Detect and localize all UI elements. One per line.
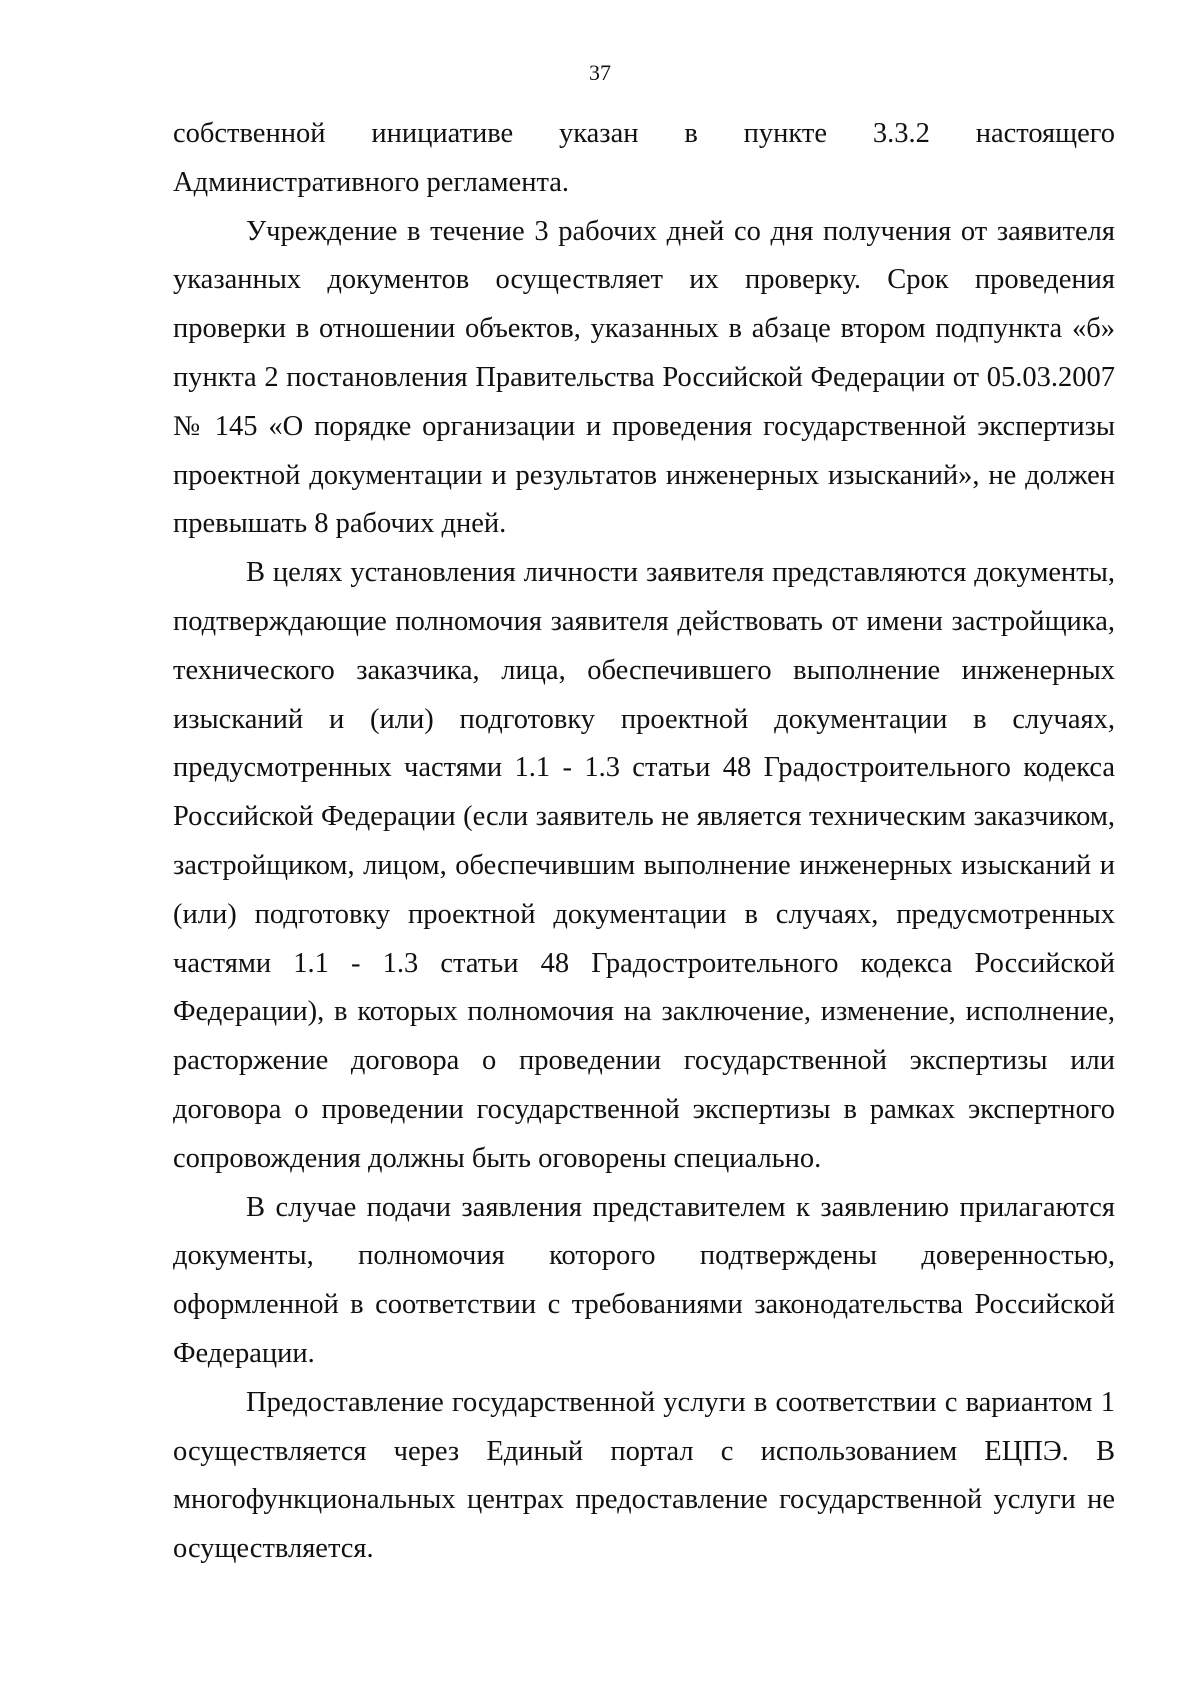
paragraph-service-provision: Предоставление государственной услуги в соответствии с вариантом 1 осуществляется через Единый портал с использованием ЕЦПЭ. В многофункциональных центрах предоставление государственной услуги не осуществляется. [173,1386,1115,1565]
page-number: 37 [589,60,611,85]
paragraph-identity-documents: В целях установления личности заявителя представляются документы, подтверждающие полномочия заявителя действовать от имени застройщика, технического заказчика, лица, обеспечившего выполнение инженерных изысканий и (или) подготовку проектной документации в случаях, предусмотренных частями 1.1 - 1.3 статьи 48 Градостроительного кодекса Российской Федерации (если заявитель не является техническим заказчиком, застройщиком, лицом, обеспечившим выполнение инженерных изысканий и (или) подготовку проектной документации в случаях, предусмотренных частями 1.1 - 1.3 статьи 48 Градостроительного кодекса Российской Федерации), в которых полномочия на заключение, изменение, исполнение, расторжение договора о проведении государственной экспертизы или договора о проведении государственной экспертизы в рамках экспертного сопровождения должны быть оговорены специально. [173,557,1115,1174]
paragraph-continuation: собственной инициативе указан в пункте 3.3.2 настоящего Административного регламента. [173,118,1115,198]
paragraph-representative: В случае подачи заявления представителем к заявлению прилагаются документы, полномочия которого подтверждены доверенностью, оформленной в соответствии с требованиями законодательства Российской Федерации. [173,1191,1115,1369]
paragraph-document-check: Учреждение в течение 3 рабочих дней со дня получения от заявителя указанных документов осуществляет их проверку. Срок проведения проверки в отношении объектов, указанных в абзаце втором подпункта «б» пункта 2 постановления Правительства Российской Федерации от 05.03.2007 № 145 «О порядке организации и проведения государственной экспертизы проектной документации и результатов инженерных изысканий», не должен превышать 8 рабочих дней. [173,215,1115,540]
document-body [173,110,1115,1574]
